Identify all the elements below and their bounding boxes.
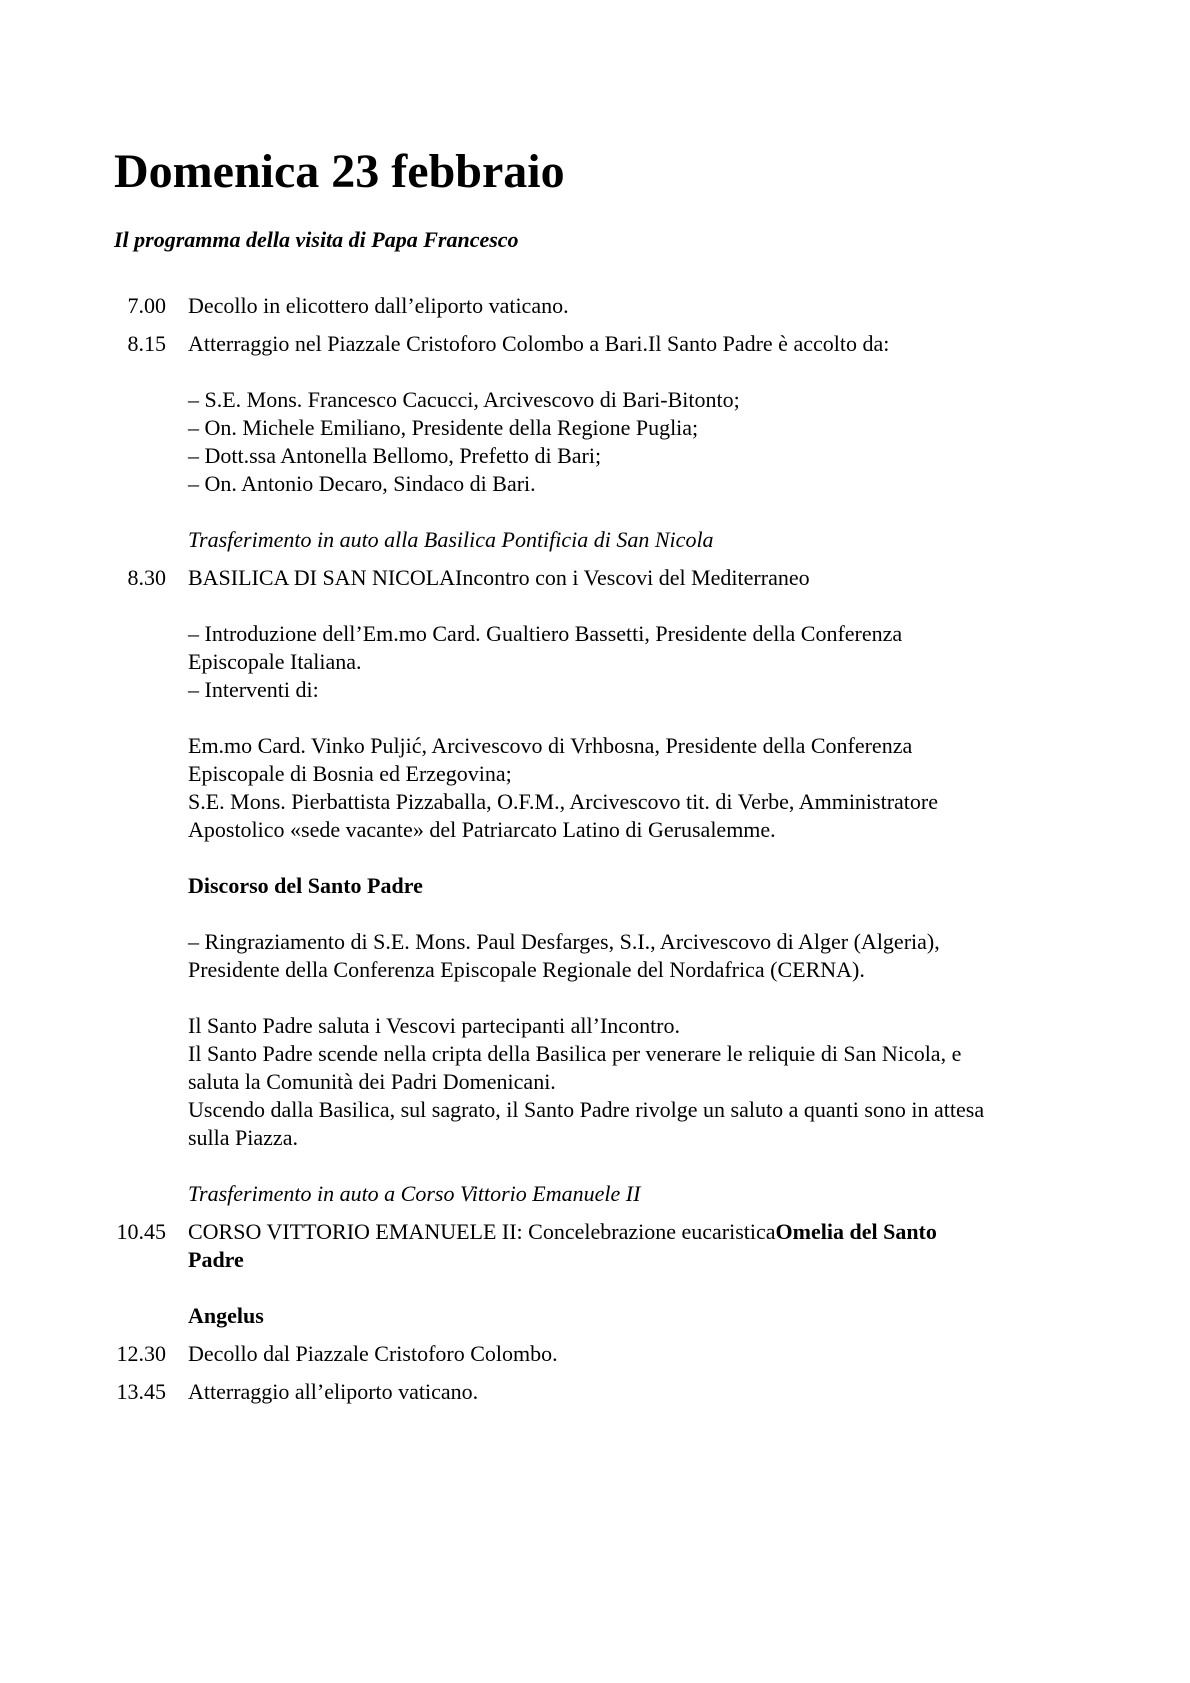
- pizzaballa-line-2: Apostolico «sede vacante» del Patriarcato Latino di Gerusalemme.: [188, 817, 776, 842]
- page-subtitle: Il programma della visita di Papa Francesco: [114, 227, 519, 252]
- paragraph-line-3: saluta la Comunità dei Padri Domenicani.: [188, 1069, 556, 1094]
- ringraziamento-line-2: Presidente della Conferenza Episcopale Regionale del Nordafrica (CERNA).: [188, 957, 865, 982]
- time-1230: 12.30: [116, 1341, 166, 1366]
- ringraziamento-line-1: – Ringraziamento di S.E. Mons. Paul Desfarges, S.I., Arcivescovo di Alger (Algeria),: [188, 929, 940, 954]
- paragraph-line-4: Uscendo dalla Basilica, sul sagrato, il Santo Padre rivolge un saluto a quanti sono in attesa: [188, 1097, 985, 1122]
- welcome-line-3: – Dott.ssa Antonella Bellomo, Prefetto di Bari;: [188, 443, 602, 468]
- pizzaballa-line-1: S.E. Mons. Pierbattista Pizzaballa, O.F.M., Arcivescovo tit. di Verbe, Amministratore: [188, 789, 939, 814]
- paragraph-line-1: Il Santo Padre saluta i Vescovi partecipanti all’Incontro.: [188, 1013, 681, 1038]
- entry-1045-bold: Omelia del Santo: [775, 1219, 937, 1244]
- time-0830: 8.30: [127, 565, 166, 590]
- interventi-line: – Interventi di:: [188, 677, 319, 702]
- puljic-line-1: Em.mo Card. Vinko Puljić, Arcivescovo di Vrhbosna, Presidente della Conferenza: [188, 733, 913, 758]
- entry-1045-text: CORSO VITTORIO EMANUELE II: Concelebrazione eucaristica: [188, 1219, 776, 1244]
- entry-1345: Atterraggio all’eliporto vaticano.: [188, 1379, 479, 1404]
- entry-0830: BASILICA DI SAN NICOLAIncontro con i Vescovi del Mediterraneo: [188, 565, 810, 590]
- welcome-line-1: – S.E. Mons. Francesco Cacucci, Arcivescovo di Bari-Bitonto;: [188, 387, 740, 412]
- page-title: Domenica 23 febbraio: [114, 145, 565, 198]
- entry-0700: Decollo in elicottero dall’eliporto vaticano.: [188, 293, 569, 318]
- entry-1045: [188, 1218, 937, 1246]
- puljic-line-2: Episcopale di Bosnia ed Erzegovina;: [188, 761, 512, 786]
- welcome-line-4: – On. Antonio Decaro, Sindaco di Bari.: [188, 471, 536, 496]
- entry-1230: Decollo dal Piazzale Cristoforo Colombo.: [188, 1341, 558, 1366]
- transfer-note-2: Trasferimento in auto a Corso Vittorio Emanuele II: [188, 1181, 641, 1206]
- paragraph-line-2: Il Santo Padre scende nella cripta della Basilica per venerare le reliquie di San Nicola, e: [188, 1041, 962, 1066]
- time-0700: 7.00: [127, 293, 166, 318]
- time-1045: 10.45: [116, 1219, 166, 1244]
- intro-line-2: Episcopale Italiana.: [188, 649, 362, 674]
- discorso-heading: Discorso del Santo Padre: [188, 873, 423, 898]
- angelus-heading: Angelus: [188, 1303, 264, 1328]
- paragraph-line-5: sulla Piazza.: [188, 1125, 298, 1150]
- entry-0815: Atterraggio nel Piazzale Cristoforo Colombo a Bari.Il Santo Padre è accolto da:: [188, 331, 890, 356]
- entry-1045-continued: Padre: [188, 1247, 244, 1272]
- time-0815: 8.15: [127, 331, 166, 356]
- time-1345: 13.45: [116, 1379, 166, 1404]
- intro-line-1: – Introduzione dell’Em.mo Card. Gualtiero Bassetti, Presidente della Conferenza: [188, 621, 903, 646]
- transfer-note-1: Trasferimento in auto alla Basilica Pontificia di San Nicola: [188, 527, 714, 552]
- welcome-line-2: – On. Michele Emiliano, Presidente della Regione Puglia;: [188, 415, 699, 440]
